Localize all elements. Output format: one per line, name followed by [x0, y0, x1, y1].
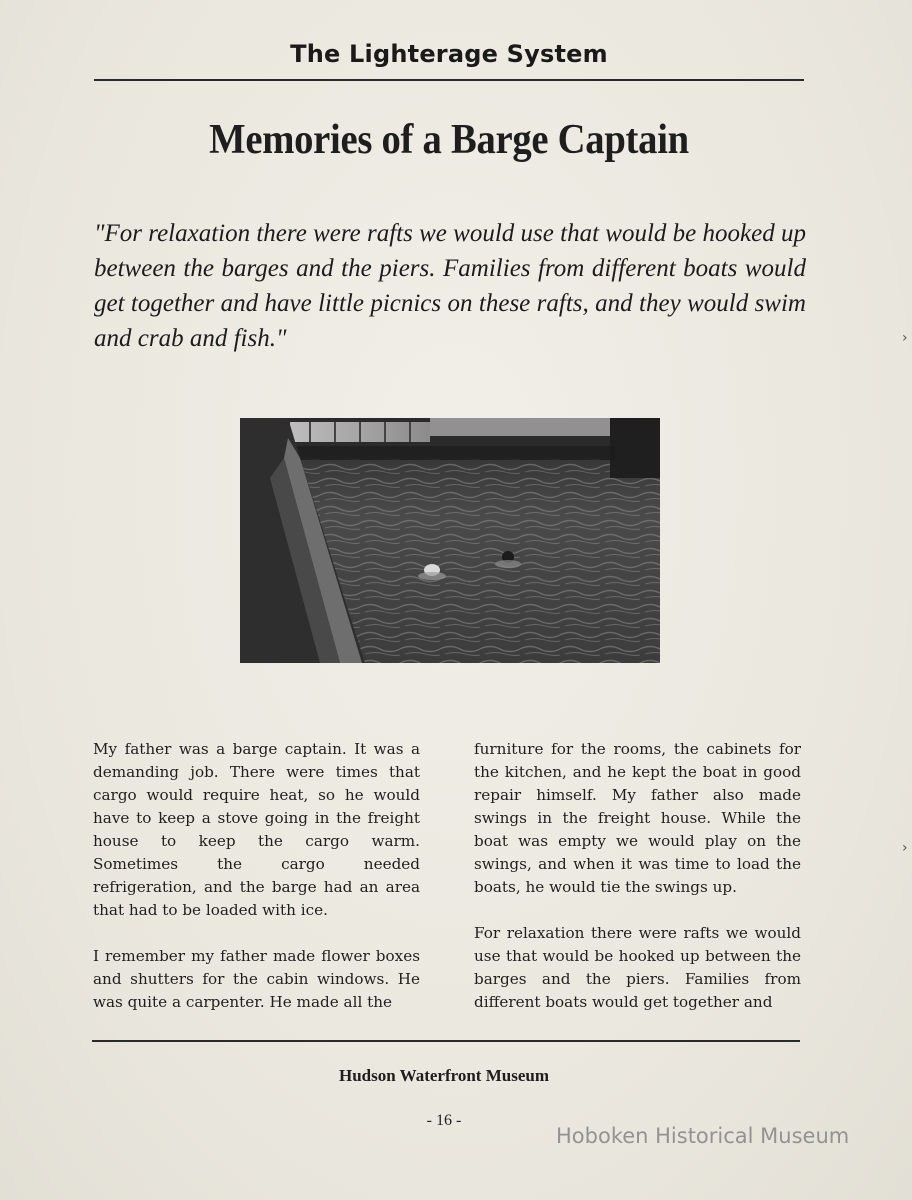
barge-swimming-photo	[240, 418, 660, 663]
right-column	[474, 738, 801, 1014]
binding-notch-icon: ›	[902, 840, 908, 856]
footer-museum-name: Hudson Waterfront Museum	[338, 1066, 549, 1085]
right-paragraph-1: furniture for the rooms, the cabinets for the kitchen, and he kept the boat in good repair himself. My father also made swings in the freight house. While the boat was empty we would play on the swings, and when it was time to load the boats, he would tie the swings up.	[474, 740, 801, 896]
page-number: - 16 -	[426, 1112, 462, 1129]
left-paragraph-2: I remember my father made flower boxes and shutters for the cabin windows. He was quite a carpenter. He made all the	[93, 947, 420, 1011]
footer-rule	[92, 1040, 800, 1042]
binding-notch-icon: ›	[902, 330, 908, 346]
watermark: Hoboken Historical Museum	[556, 1124, 850, 1148]
left-column	[93, 738, 420, 1014]
header-rule	[94, 79, 804, 81]
article-title: Memories of a Barge Captain	[209, 117, 689, 163]
pull-quote: "For relaxation there were rafts we would use that would be hooked up between the barges and the piers. Families from different boats would get together and have little picnics on these rafts, and they would swim and crab and fish."	[94, 220, 806, 352]
right-paragraph-2: For relaxation there were rafts we would use that would be hooked up between the barges and the piers. Families from different boats would get together and	[474, 924, 801, 1011]
left-paragraph-1: My father was a barge captain. It was a demanding job. There were times that cargo would require heat, so he would have to keep a stove going in the freight house to keep the cargo warm. Sometimes the cargo needed refrigeration, and the barge had an area that had to be loaded with ice.	[93, 740, 420, 919]
section-header: The Lighterage System	[290, 40, 608, 68]
